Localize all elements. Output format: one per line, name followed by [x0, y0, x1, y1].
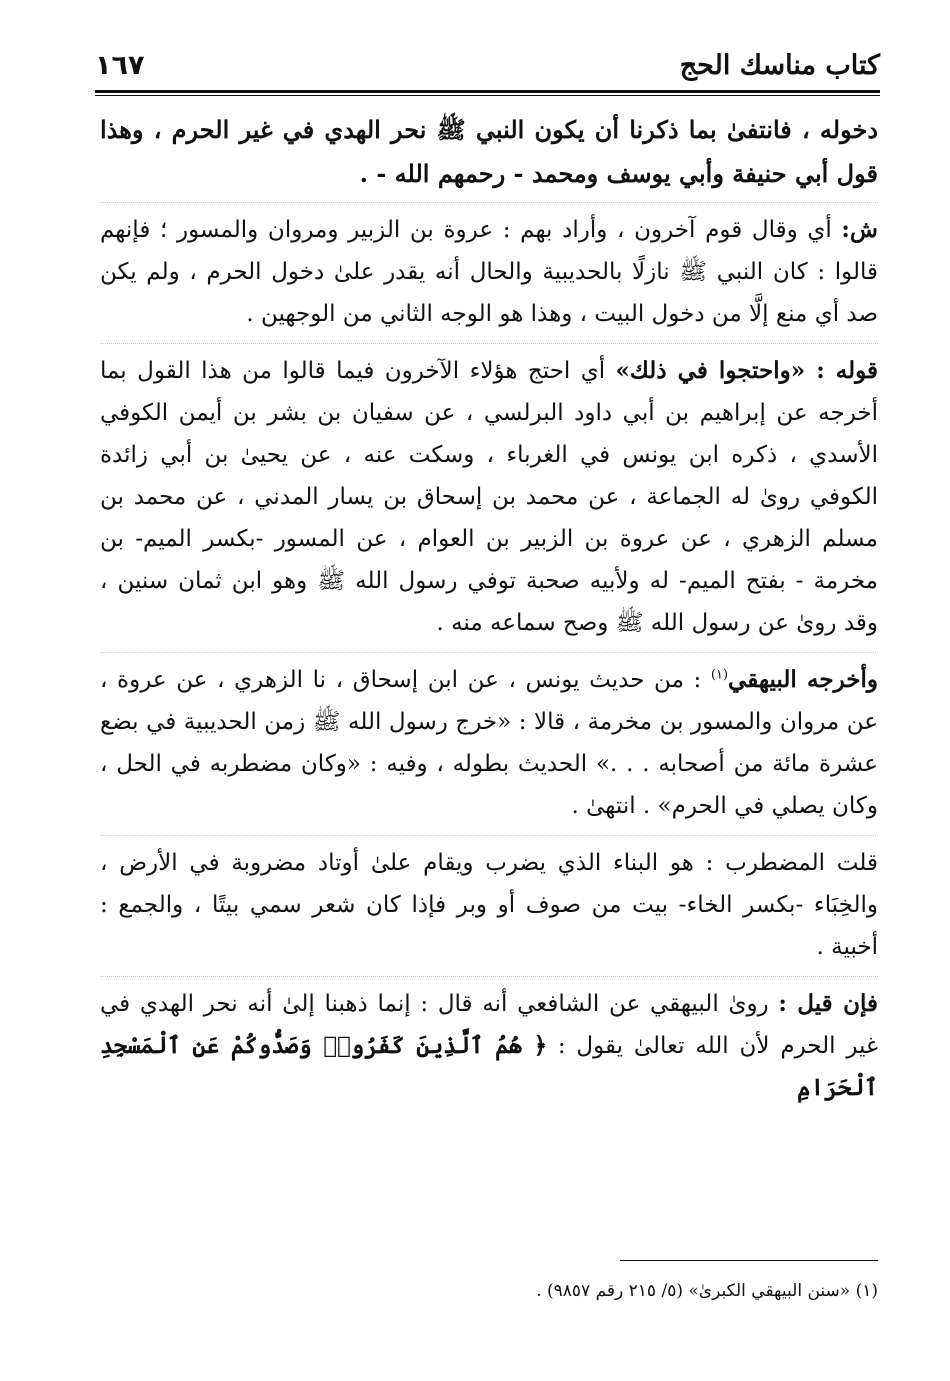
header-rule-thick [95, 90, 880, 93]
paragraph-2-text: أي وقال قوم آخرون ، وأراد بهم : عروة بن الزبير ومروان والمسور ؛ فإنهم قالوا : كان النبي ﷺ نازلًا بالحديبية والحال أنه يقدر علىٰ دخول الحرم ، ولم يكن صد أي منع إلَّا من دخول البيت ، وهذا هو الوجه الثاني من الوجهين . [100, 217, 878, 327]
page-header [95, 40, 880, 92]
paragraph-6-lead: فإن قيل : [778, 990, 878, 1017]
header-rule-thin [95, 95, 880, 96]
paragraph-3-lead: قوله : «واحتجوا في ذلك» [615, 357, 879, 384]
paragraph-1 [100, 108, 878, 196]
paragraph-2 [100, 202, 878, 335]
footnote-marker: (١) [710, 667, 729, 683]
footnote-text: (١) «سنن البيهقي الكبرىٰ» (٥/ ٢١٥ رقم ٩٨٥٧) . [536, 1281, 878, 1301]
paragraph-4-text: : من حديث يونس ، عن ابن إسحاق ، نا الزهري ، عن عروة ، عن مروان والمسور بن مخرمة ، قالا : «خرج رسول الله ﷺ زمن الحديبية في بضع عشرة مائة من أصحابه . . .» الحديث بطوله ، وفيه : «وكان مضطربه في الحل ، وكان يصلي في الحرم» . انتهىٰ . [100, 667, 878, 819]
paragraph-5-text: قلت المضطرب : هو البناء الذي يضرب ويقام علىٰ أوتاد مضروبة في الأرض ، والخِبَاء -بكسر الخاء- بيت من صوف أو وبر فإذا كان شعر سمي بيتًا ، والجمع : أخبية . [100, 850, 878, 960]
running-title: كتاب مناسك الحج [679, 50, 880, 81]
paragraph-1-text: دخوله ، فانتفىٰ بما ذكرنا أن يكون النبي ﷺ نحر الهدي في غير الحرم ، وهذا قول أبي حنيفة وأبي يوسف ومحمد - رحمهم الله - . [100, 115, 879, 188]
paragraph-5 [100, 835, 878, 968]
quran-verse: ﴿ هُمُ ٱلَّذِينَ كَفَرُوا۟ وَصَدُّوكُمْ عَنِ ٱلْمَسْجِدِ ٱلْحَرَامِ [100, 1032, 878, 1101]
paragraph-4 [100, 652, 878, 827]
footnote-rule [620, 1260, 878, 1261]
page-number: ١٦٧ [95, 50, 145, 81]
paragraph-2-lead: ش: [841, 216, 878, 243]
paragraph-6 [100, 976, 878, 1109]
paragraph-3 [100, 343, 878, 644]
paragraph-3-text: أي احتج هؤلاء الآخرون فيما قالوا من هذا القول بما أخرجه عن إبراهيم بن أبي داود البرلسي ، عن سفيان بن بشر بن أيمن الكوفي الأسدي ، ذكره ابن يونس في الغرباء ، وسكت عنه ، عن يحيىٰ بن أبي زائدة الكوفي روىٰ له الجماعة ، عن محمد بن إسحاق بن يسار المدني ، عن محمد بن مسلم الزهري ، عن عروة بن الزبير بن العوام ، عن المسور -بكسر الميم- بن مخرمة - بفتح الميم- له ولأبيه صحبة توفي رسول الله ﷺ وهو ابن ثمان سنين ، وقد روىٰ عن رسول الله ﷺ وصح سماعه منه . [100, 358, 878, 636]
main-text [100, 108, 878, 1117]
paragraph-6-text: روىٰ البيهقي عن الشافعي أنه قال : إنما ذهبنا إلىٰ أنه نحر الهدي في غير الحرم لأن الله تعالىٰ يقول : [100, 991, 878, 1059]
footnote [100, 1276, 878, 1306]
paragraph-4-lead: وأخرجه البيهقي [728, 666, 878, 693]
